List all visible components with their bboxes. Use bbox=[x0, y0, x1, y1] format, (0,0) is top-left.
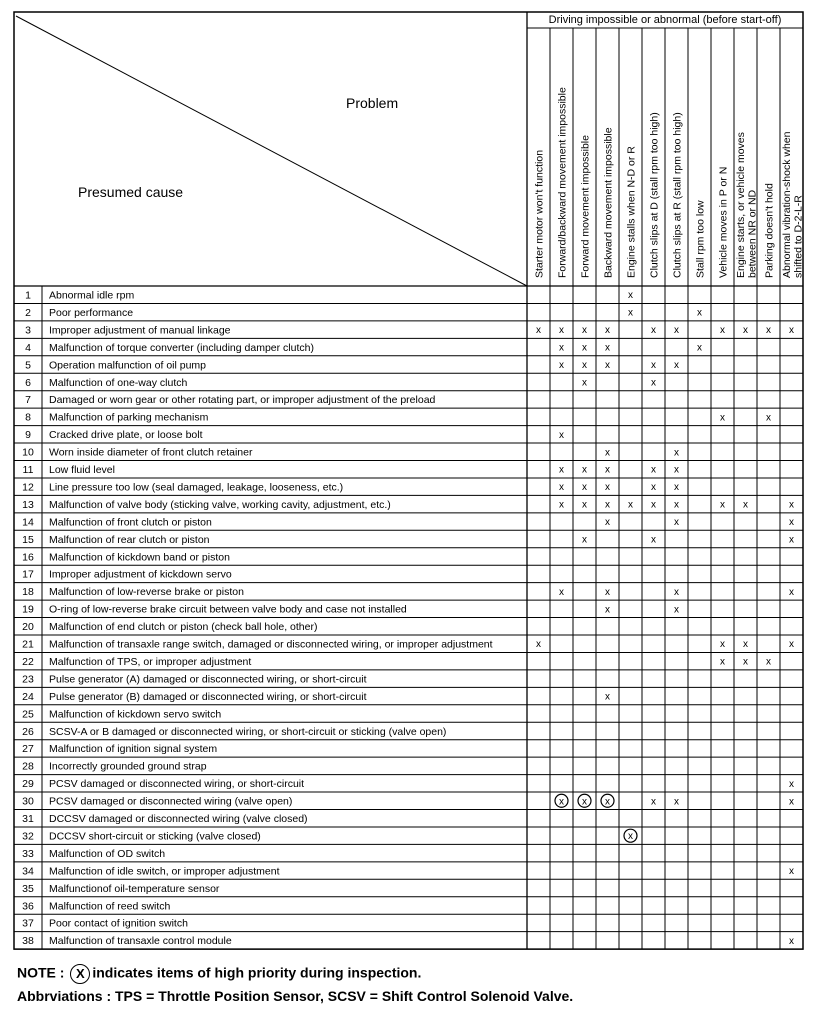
mark: x bbox=[605, 586, 610, 598]
row-number: 8 bbox=[25, 411, 31, 424]
row-number: 6 bbox=[25, 376, 31, 389]
column-header-8: Stall rpm too low bbox=[694, 200, 707, 278]
mark: x bbox=[789, 935, 794, 947]
row-cause: SCSV-A or B damaged or disconnected wiring, or short-circuit or sticking (valve open) bbox=[49, 725, 447, 738]
row-number: 24 bbox=[22, 690, 34, 703]
row-cause: Malfunction of rear clutch or piston bbox=[49, 533, 210, 546]
mark: x bbox=[605, 464, 610, 476]
mark: x bbox=[582, 325, 587, 337]
mark: x bbox=[789, 517, 794, 529]
row-cause: Abnormal idle rpm bbox=[49, 289, 135, 302]
priority-mark: x bbox=[582, 796, 587, 808]
mark: x bbox=[605, 325, 610, 337]
row-number: 15 bbox=[22, 533, 34, 546]
column-header-12: Abnormal vibration-shock when bbox=[780, 131, 793, 278]
mark: x bbox=[559, 429, 564, 441]
column-header-1: Starter motor won't function bbox=[533, 149, 546, 278]
row-cause: Malfunction of low-reverse brake or piston bbox=[49, 586, 244, 599]
mark: x bbox=[766, 656, 771, 668]
column-header-12: shifted to D-2-L-R bbox=[792, 195, 805, 278]
mark: x bbox=[605, 517, 610, 529]
mark: x bbox=[559, 464, 564, 476]
column-header-5: Engine stalls when N-D or R bbox=[625, 146, 638, 278]
row-cause: Operation malfunction of oil pump bbox=[49, 359, 207, 372]
row-number: 35 bbox=[22, 882, 34, 895]
row-cause: DCCSV short-circuit or sticking (valve closed) bbox=[49, 830, 261, 843]
mark: x bbox=[559, 586, 564, 598]
row-cause: Malfunction of front clutch or piston bbox=[49, 516, 212, 529]
row-cause: Malfunction of ignition signal system bbox=[49, 743, 218, 756]
row-cause: Malfunction of idle switch, or improper adjustment bbox=[49, 865, 280, 878]
row-cause: Poor contact of ignition switch bbox=[49, 917, 188, 930]
row-number: 37 bbox=[22, 917, 34, 930]
mark: x bbox=[766, 325, 771, 337]
mark: x bbox=[582, 342, 587, 354]
row-number: 22 bbox=[22, 655, 34, 668]
row-number: 31 bbox=[22, 813, 34, 825]
row-number: 1 bbox=[25, 289, 31, 302]
mark: x bbox=[628, 290, 633, 302]
mark: x bbox=[605, 482, 610, 494]
row-cause: Pulse generator (A) damaged or disconnected wiring, or short-circuit bbox=[49, 673, 367, 686]
mark: x bbox=[674, 586, 679, 598]
row-number: 36 bbox=[22, 900, 34, 913]
row-number: 9 bbox=[25, 429, 31, 442]
row-number: 18 bbox=[22, 586, 34, 599]
mark: x bbox=[674, 325, 679, 337]
row-number: 27 bbox=[22, 743, 34, 756]
row-cause: Malfunction of one-way clutch bbox=[49, 376, 188, 389]
row-cause: Malfunction of torque converter (including damper clutch) bbox=[49, 341, 314, 354]
row-cause: Malfunction of TPS, or improper adjustment bbox=[49, 655, 252, 668]
mark: x bbox=[720, 325, 725, 337]
mark: x bbox=[697, 307, 702, 319]
column-header-10: Engine starts, or vehicle moves bbox=[734, 132, 747, 278]
row-cause: PCSV damaged or disconnected wiring, or short-circuit bbox=[49, 778, 305, 791]
column-header-4: Backward movement impossible bbox=[602, 127, 615, 278]
mark: x bbox=[789, 534, 794, 546]
row-number: 29 bbox=[22, 778, 34, 791]
row-cause: Malfunction of end clutch or piston (check ball hole, other) bbox=[49, 621, 318, 634]
row-number: 25 bbox=[22, 708, 34, 721]
mark: x bbox=[536, 325, 541, 337]
mark: x bbox=[651, 534, 656, 546]
problem-label: Problem bbox=[346, 95, 399, 111]
mark: x bbox=[651, 360, 656, 372]
row-cause: Malfunction of kickdown band or piston bbox=[49, 551, 230, 564]
mark: x bbox=[605, 360, 610, 372]
mark: x bbox=[720, 412, 725, 424]
mark: x bbox=[582, 482, 587, 494]
note-symbol: X bbox=[76, 966, 85, 981]
mark: x bbox=[743, 656, 748, 668]
mark: x bbox=[605, 604, 610, 616]
mark: x bbox=[559, 342, 564, 354]
note-line bbox=[17, 964, 421, 984]
mark: x bbox=[536, 639, 541, 651]
column-header-11: Parking doesn't hold bbox=[763, 183, 776, 278]
row-cause: Malfunction of transaxle range switch, damaged or disconnected wiring, or improper adjustment bbox=[49, 638, 493, 651]
abbreviations-line: Abbrviations : TPS = Throttle Position Sensor, SCSV = Shift Control Solenoid Valve. bbox=[17, 988, 574, 1004]
mark: x bbox=[559, 499, 564, 511]
mark: x bbox=[789, 796, 794, 808]
row-number: 4 bbox=[25, 341, 31, 354]
mark: x bbox=[651, 796, 656, 808]
mark: x bbox=[559, 360, 564, 372]
column-header-9: Vehicle moves in P or N bbox=[717, 166, 730, 278]
row-cause: Poor performance bbox=[49, 306, 134, 319]
row-number: 3 bbox=[25, 324, 31, 337]
mark: x bbox=[789, 639, 794, 651]
row-cause: Malfunction of valve body (sticking valve, working cavity, adjustment, etc.) bbox=[49, 498, 391, 511]
mark: x bbox=[651, 464, 656, 476]
column-header-10: between NR or ND bbox=[746, 189, 759, 278]
mark: x bbox=[605, 447, 610, 459]
mark: x bbox=[743, 499, 748, 511]
mark: x bbox=[582, 377, 587, 389]
row-number: 7 bbox=[25, 394, 31, 407]
mark: x bbox=[651, 325, 656, 337]
row-cause: O-ring of low-reverse brake circuit between valve body and case not installed bbox=[49, 603, 407, 616]
row-number: 12 bbox=[22, 481, 34, 494]
row-number: 38 bbox=[22, 935, 34, 948]
row-number: 26 bbox=[22, 725, 34, 738]
mark: x bbox=[582, 534, 587, 546]
mark: x bbox=[628, 499, 633, 511]
header-diagonal bbox=[16, 16, 527, 286]
row-cause: Cracked drive plate, or loose bolt bbox=[49, 429, 203, 442]
mark: x bbox=[582, 499, 587, 511]
row-cause: Line pressure too low (seal damaged, leakage, looseness, etc.) bbox=[49, 481, 344, 494]
mark: x bbox=[789, 778, 794, 790]
mark: x bbox=[789, 499, 794, 511]
mark: x bbox=[720, 499, 725, 511]
mark: x bbox=[674, 464, 679, 476]
mark: x bbox=[674, 360, 679, 372]
column-header-3: Forward movement impossible bbox=[579, 135, 592, 278]
row-number: 21 bbox=[22, 638, 34, 651]
row-number: 19 bbox=[22, 603, 34, 616]
row-cause: Improper adjustment of kickdown servo bbox=[49, 568, 232, 581]
row-cause: Improper adjustment of manual linkage bbox=[49, 324, 231, 337]
presumed-cause-label: Presumed cause bbox=[78, 184, 184, 200]
mark: x bbox=[789, 866, 794, 878]
row-cause: PCSV damaged or disconnected wiring (valve open) bbox=[49, 795, 293, 808]
row-number: 11 bbox=[22, 464, 34, 476]
mark: x bbox=[720, 639, 725, 651]
mark: x bbox=[674, 796, 679, 808]
group-header: Driving impossible or abnormal (before start-off) bbox=[548, 14, 782, 26]
row-number: 5 bbox=[25, 359, 31, 372]
mark: x bbox=[789, 586, 794, 598]
row-number: 16 bbox=[22, 551, 34, 564]
mark: x bbox=[674, 482, 679, 494]
row-cause: DCCSV damaged or disconnected wiring (valve closed) bbox=[49, 813, 308, 825]
mark: x bbox=[674, 604, 679, 616]
mark: x bbox=[559, 482, 564, 494]
row-cause: Malfunction of transaxle control module bbox=[49, 935, 232, 948]
row-cause: Damaged or worn gear or other rotating part, or improper adjustment of the preload bbox=[49, 394, 436, 407]
column-header-6: Clutch slips at D (stall rpm too high) bbox=[648, 112, 661, 278]
mark: x bbox=[582, 360, 587, 372]
mark: x bbox=[605, 691, 610, 703]
row-number: 30 bbox=[22, 795, 34, 808]
row-number: 34 bbox=[22, 865, 34, 878]
column-header-2: Forward/backward movement impossible bbox=[556, 87, 569, 278]
mark: x bbox=[605, 499, 610, 511]
priority-circle-icon bbox=[70, 964, 90, 984]
mark: x bbox=[743, 325, 748, 337]
mark: x bbox=[697, 342, 702, 354]
mark: x bbox=[720, 656, 725, 668]
row-cause: Pulse generator (B) damaged or disconnected wiring, or short-circuit bbox=[49, 690, 367, 703]
mark: x bbox=[651, 482, 656, 494]
mark: x bbox=[789, 325, 794, 337]
priority-mark: x bbox=[628, 831, 633, 843]
row-cause: Malfunction of parking mechanism bbox=[49, 411, 209, 424]
mark: x bbox=[674, 447, 679, 459]
row-number: 28 bbox=[22, 760, 34, 773]
mark: x bbox=[674, 517, 679, 529]
note-prefix: NOTE : bbox=[17, 964, 65, 981]
row-cause: Malfunction of reed switch bbox=[49, 900, 171, 913]
row-number: 23 bbox=[22, 673, 34, 686]
row-number: 13 bbox=[22, 498, 34, 511]
mark: x bbox=[605, 342, 610, 354]
row-number: 10 bbox=[22, 446, 34, 459]
note-text: indicates items of high priority during inspection. bbox=[92, 964, 422, 981]
priority-mark: x bbox=[559, 796, 564, 808]
row-number: 20 bbox=[22, 621, 34, 634]
row-cause: Low fluid level bbox=[49, 464, 115, 476]
priority-mark: x bbox=[605, 796, 610, 808]
mark: x bbox=[628, 307, 633, 319]
mark: x bbox=[766, 412, 771, 424]
row-cause: Malfunction of kickdown servo switch bbox=[49, 708, 222, 721]
row-cause: Worn inside diameter of front clutch retainer bbox=[49, 446, 253, 459]
mark: x bbox=[651, 377, 656, 389]
row-number: 17 bbox=[22, 568, 34, 581]
row-number: 2 bbox=[25, 306, 31, 319]
mark: x bbox=[674, 499, 679, 511]
row-number: 33 bbox=[22, 847, 34, 860]
column-header-7: Clutch slips at R (stall rpm too high) bbox=[671, 112, 684, 278]
mark: x bbox=[582, 464, 587, 476]
row-number: 14 bbox=[22, 516, 34, 529]
mark: x bbox=[743, 639, 748, 651]
row-cause: Malfunctionof oil-temperature sensor bbox=[49, 882, 220, 895]
mark: x bbox=[651, 499, 656, 511]
mark: x bbox=[559, 325, 564, 337]
row-cause: Malfunction of OD switch bbox=[49, 847, 166, 860]
row-cause: Incorrectly grounded ground strap bbox=[49, 760, 207, 773]
row-number: 32 bbox=[22, 830, 34, 843]
